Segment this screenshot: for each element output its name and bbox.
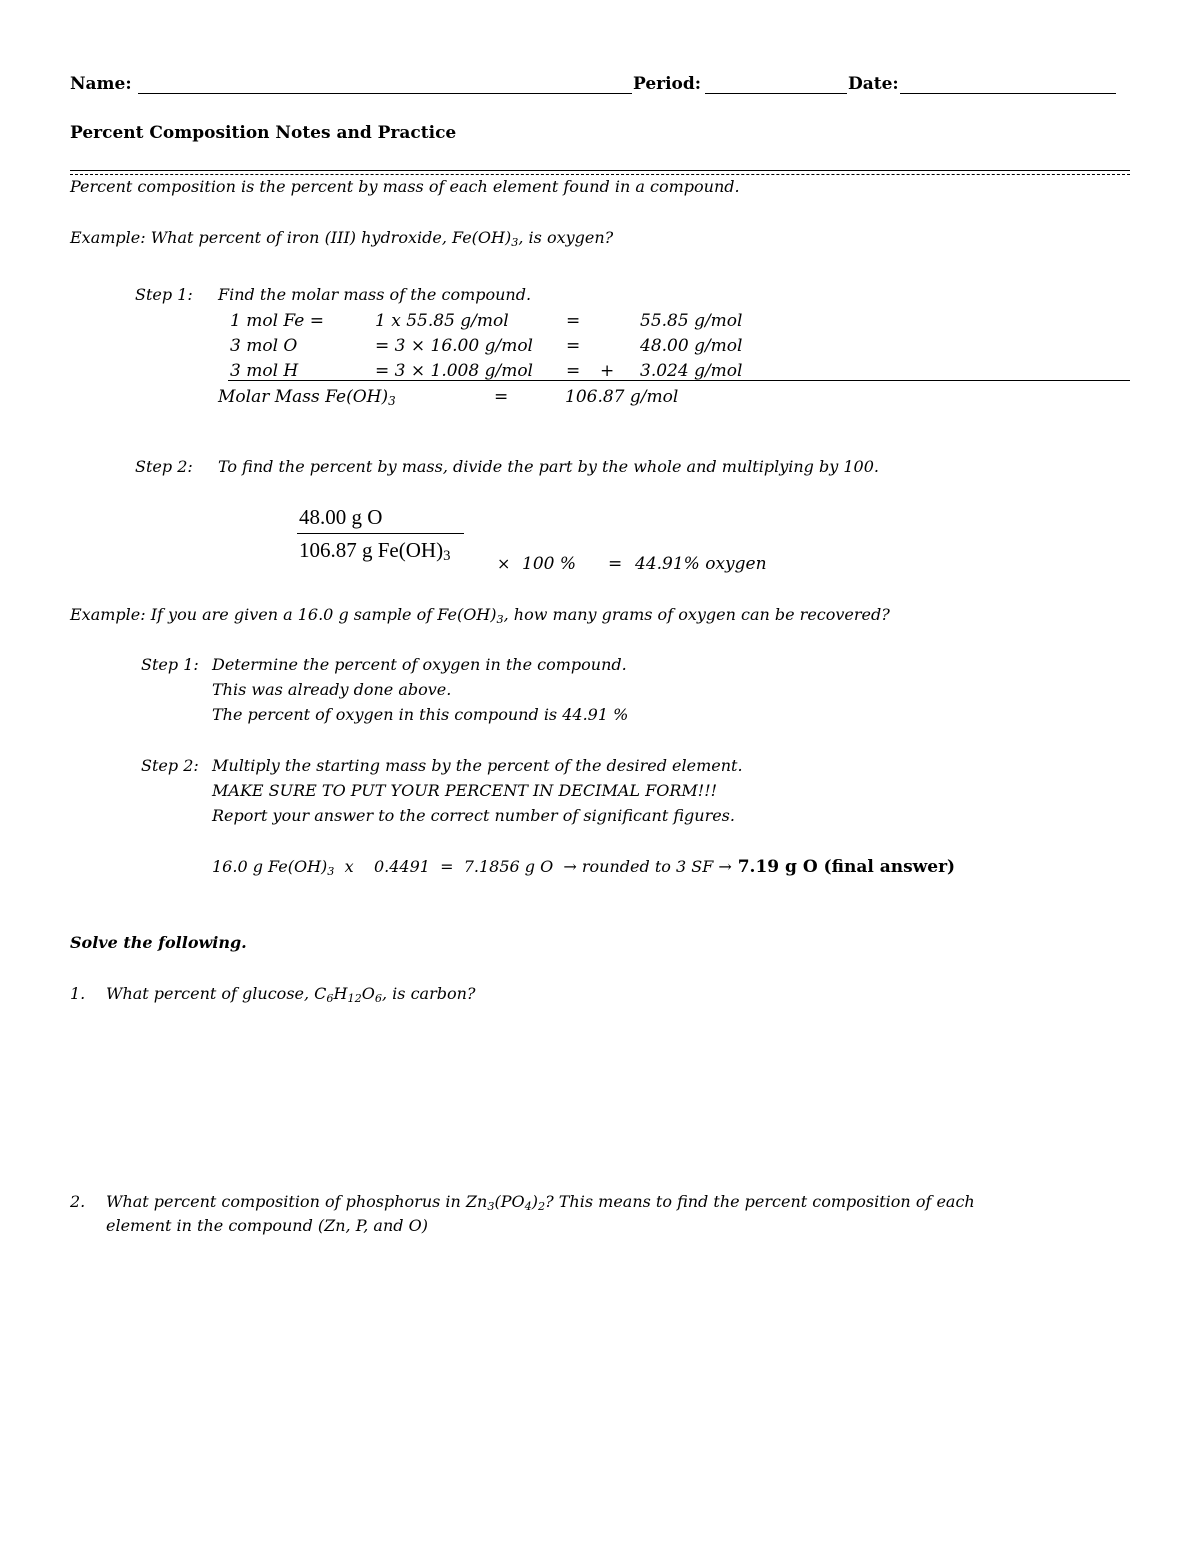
molar-mass-value: 106.87 g/mol [565,387,679,407]
example1-step2-label: Step 2: [135,457,193,476]
fraction-numerator: 48.00 g O [299,505,383,529]
row3-amount: 3 mol H [230,361,299,381]
times-sign: × [497,554,511,573]
row1-eq: = [566,311,581,331]
result-value: 44.91% oxygen [635,554,767,574]
example2-step1-label: Step 1: [141,655,199,674]
result-eq: = [608,554,623,574]
molar-mass-eq: = [494,387,509,407]
page-title: Percent Composition Notes and Practice [70,123,457,143]
row1-amount: 1 mol Fe = [230,311,324,331]
arrow-right-icon: → [563,857,577,876]
date-label: Date: [848,74,899,94]
question-2-text: What percent composition of phosphorus in $Zn_3(PO_4)_2$? This means to find the percent composition of each [106,1192,975,1213]
example1-step1-label: Step 1: [135,285,193,304]
sum-line [228,380,1130,381]
example2-step1-line3: The percent of oxygen in this compound is 44.91 % [212,705,629,724]
example2-step2-line1: Multiply the starting mass by the percent of the desired element. [212,756,743,775]
row2-eq: = [566,336,581,356]
row1-result: 55.85 g/mol [640,311,743,331]
row2-calc: = 3 × 16.00 g/mol [375,336,533,356]
period-field-line[interactable] [705,93,847,94]
example2-step1-line1: Determine the percent of oxygen in the compound. [212,655,627,674]
example2-step2-line3: Report your answer to the correct number of significant figures. [212,806,735,825]
example1-step2-text: To find the percent by mass, divide the part by the whole and multiplying by 100. [218,457,879,476]
name-field-line[interactable] [138,93,632,94]
row3-plus: + [600,361,615,381]
solve-heading: Solve the following. [70,933,247,952]
example1-question: Example: What percent of iron (III) hydroxide, $Fe(OH)_3$, is oxygen? [70,228,614,249]
row2-amount: 3 mol O [230,336,298,356]
example2-step2-label: Step 2: [141,756,199,775]
question-1-text: What percent of glucose, $C_6H_{12}O_6$, is carbon? [106,984,476,1005]
period-label: Period: [633,74,702,94]
hundred-percent: 100 % [522,554,577,574]
name-label: Name: [70,74,132,94]
example2-step1-line2: This was already done above. [212,680,452,699]
arrow-right-icon: → [718,857,732,876]
row3-eq: = [566,361,581,381]
final-answer: 7.19 g O (final answer) [731,857,956,877]
example2-step2-line2: MAKE SURE TO PUT YOUR PERCENT IN DECIMAL FORM!!! [212,781,718,800]
example2-question: Example: If you are given a 16.0 g sample of $Fe(OH)_3$, how many grams of oxygen can be recovered? [70,605,890,626]
question-2-line2: element in the compound (Zn, P, and O) [106,1216,428,1235]
example2-calculation: 16.0 g $Fe(OH)_3$ x 0.4491 = 7.1856 g O → rounded to 3 SF → 7.19 g O (final answer) [212,857,956,878]
question-1-number: 1. [70,984,86,1003]
example1-step1-text: Find the molar mass of the compound. [218,285,532,304]
date-field-line[interactable] [900,93,1116,94]
row2-result: 48.00 g/mol [640,336,743,356]
title-divider [70,170,1130,175]
fraction-denominator: 106.87 g $Fe(OH)_3$ [299,538,451,564]
molar-mass-label: Molar Mass $Fe(OH)_3$ [218,387,396,408]
definition-text: Percent composition is the percent by mass of each element found in a compound. [70,177,740,196]
question-2-number: 2. [70,1192,86,1211]
row3-result: 3.024 g/mol [640,361,743,381]
fraction-bar [297,533,464,534]
row3-calc: = 3 × 1.008 g/mol [375,361,533,381]
row1-calc: 1 x 55.85 g/mol [375,311,509,331]
